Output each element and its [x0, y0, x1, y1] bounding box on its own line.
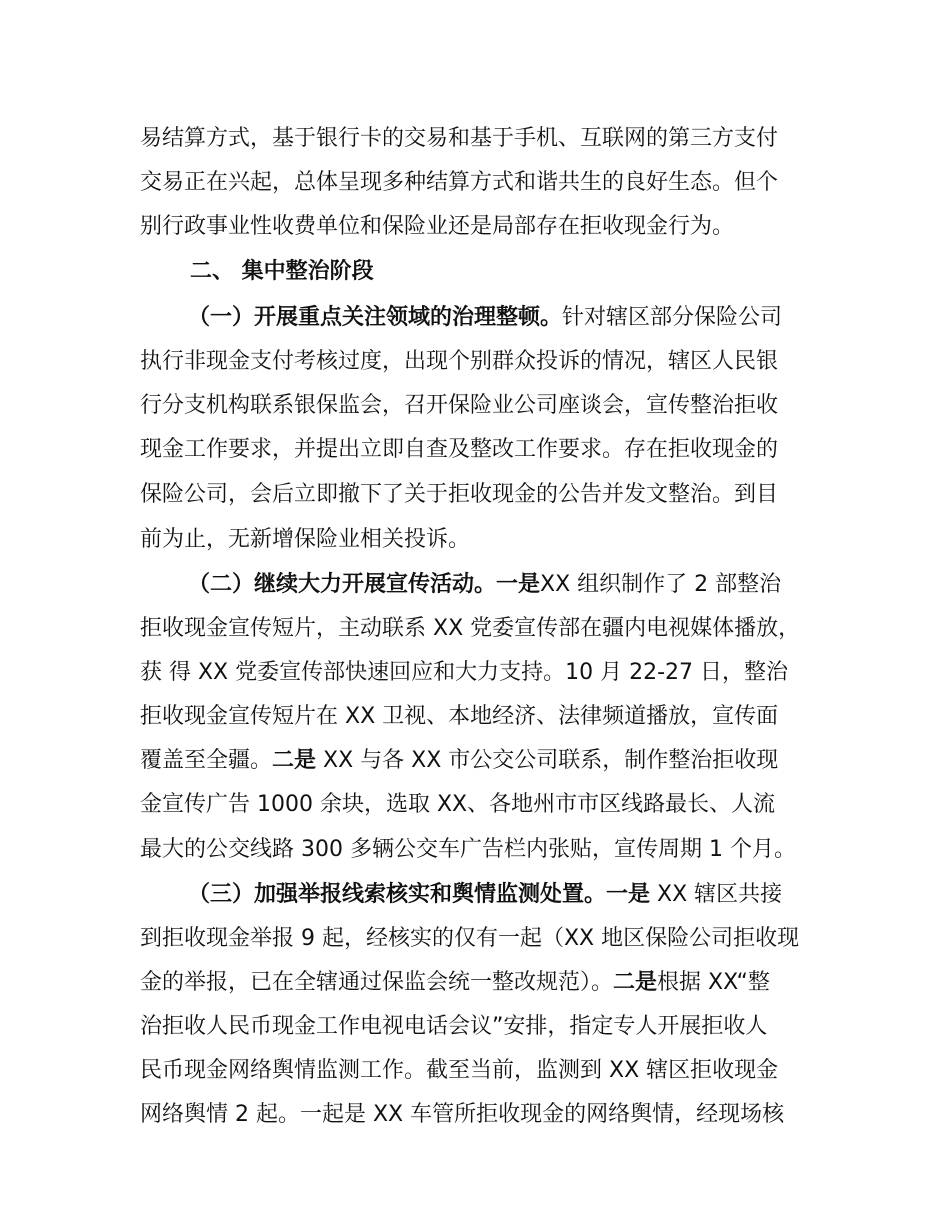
text-run: XX 辖区共接	[650, 882, 783, 907]
paragraph-line: 拒收现金宣传短片，主动联系 XX 党委宣传部在疆内电视媒体播放，	[140, 616, 801, 641]
paragraph-line: 民币现金网络舆情监测工作。截至当前，监测到 XX 辖区拒收现金	[140, 1058, 779, 1083]
paragraph-line: 治拒收人民币现金工作电视电话会议”安排，指定专人开展拒收人	[140, 1014, 768, 1039]
emphasis: 二是	[272, 748, 317, 773]
subheading: （一）开展重点关注领域的治理整顿。	[188, 305, 563, 330]
emphasis: 一是	[606, 882, 651, 907]
text-run: 针对辖区部分保险公司	[562, 305, 783, 330]
paragraph-line: 最大的公交线路 300 多辆公交车广告栏内张贴，宣传周期 1 个月。	[140, 837, 796, 862]
emphasis: 一是	[496, 572, 541, 597]
text-run: 金的举报，已在全辖通过保监会统一整改规范）。	[140, 970, 614, 995]
paragraph-line: 执行非现金支付考核过度，出现个别群众投诉的情况，辖区人民银	[140, 349, 779, 374]
paragraph-line	[140, 746, 810, 776]
paragraph-line: 金宣传广告 1000 余块，选取 XX、各地州市市区线路最长、人流	[140, 792, 776, 817]
paragraph-line: 易结算方式，基于银行卡的交易和基于手机、互联网的第三方支付	[140, 126, 779, 151]
text-run: XX 与各 XX 市公交公司联系，制作整治拒收现	[316, 748, 779, 773]
paragraph-line: 现金工作要求，并提出立即自查及整改工作要求。存在拒收现金的	[140, 437, 779, 462]
paragraph-line: 行分支机构联系银保监会，召开保险业公司座谈会，宣传整治拒收	[140, 393, 779, 418]
text-run: 覆盖至全疆。	[140, 748, 273, 773]
paragraph-line: 网络舆情 2 起。一起是 XX 车管所拒收现金的网络舆情，经现场核	[140, 1102, 785, 1127]
section-heading: 二、 集中整治阶段	[190, 259, 374, 284]
paragraph-first-line	[188, 880, 810, 910]
text-run: 根据 XX“整	[657, 970, 770, 995]
subheading: （二）继续大力开展宣传活动。	[188, 572, 497, 597]
paragraph-line: 别行政事业性收费单位和保险业还是局部存在拒收现金行为。	[140, 214, 735, 239]
paragraph-line	[140, 968, 810, 998]
emphasis: 二是	[613, 970, 658, 995]
text-run: XX 组织制作了 2 部整治	[540, 572, 782, 597]
paragraph-line: 前为止，无新增保险业相关投诉。	[140, 527, 471, 552]
paragraph-first-line	[188, 303, 810, 333]
paragraph-line: 拒收现金宣传短片在 XX 卫视、本地经济、法律频道播放，宣传面	[140, 704, 779, 729]
paragraph-line: 保险公司，会后立即撤下了关于拒收现金的公告并发文整治。到目	[140, 482, 779, 507]
paragraph-first-line	[188, 570, 810, 600]
paragraph-line: 获 得 XX 党委宣传部快速回应和大力支持。10 月 22-27 日，整治	[140, 660, 789, 685]
paragraph-line: 交易正在兴起，总体呈现多种结算方式和谐共生的良好生态。但个	[140, 170, 779, 195]
paragraph-line: 到拒收现金举报 9 起，经核实的仅有一起（XX 地区保险公司拒收现	[140, 926, 800, 951]
subheading: （三）加强举报线索核实和舆情监测处置。	[188, 882, 607, 907]
